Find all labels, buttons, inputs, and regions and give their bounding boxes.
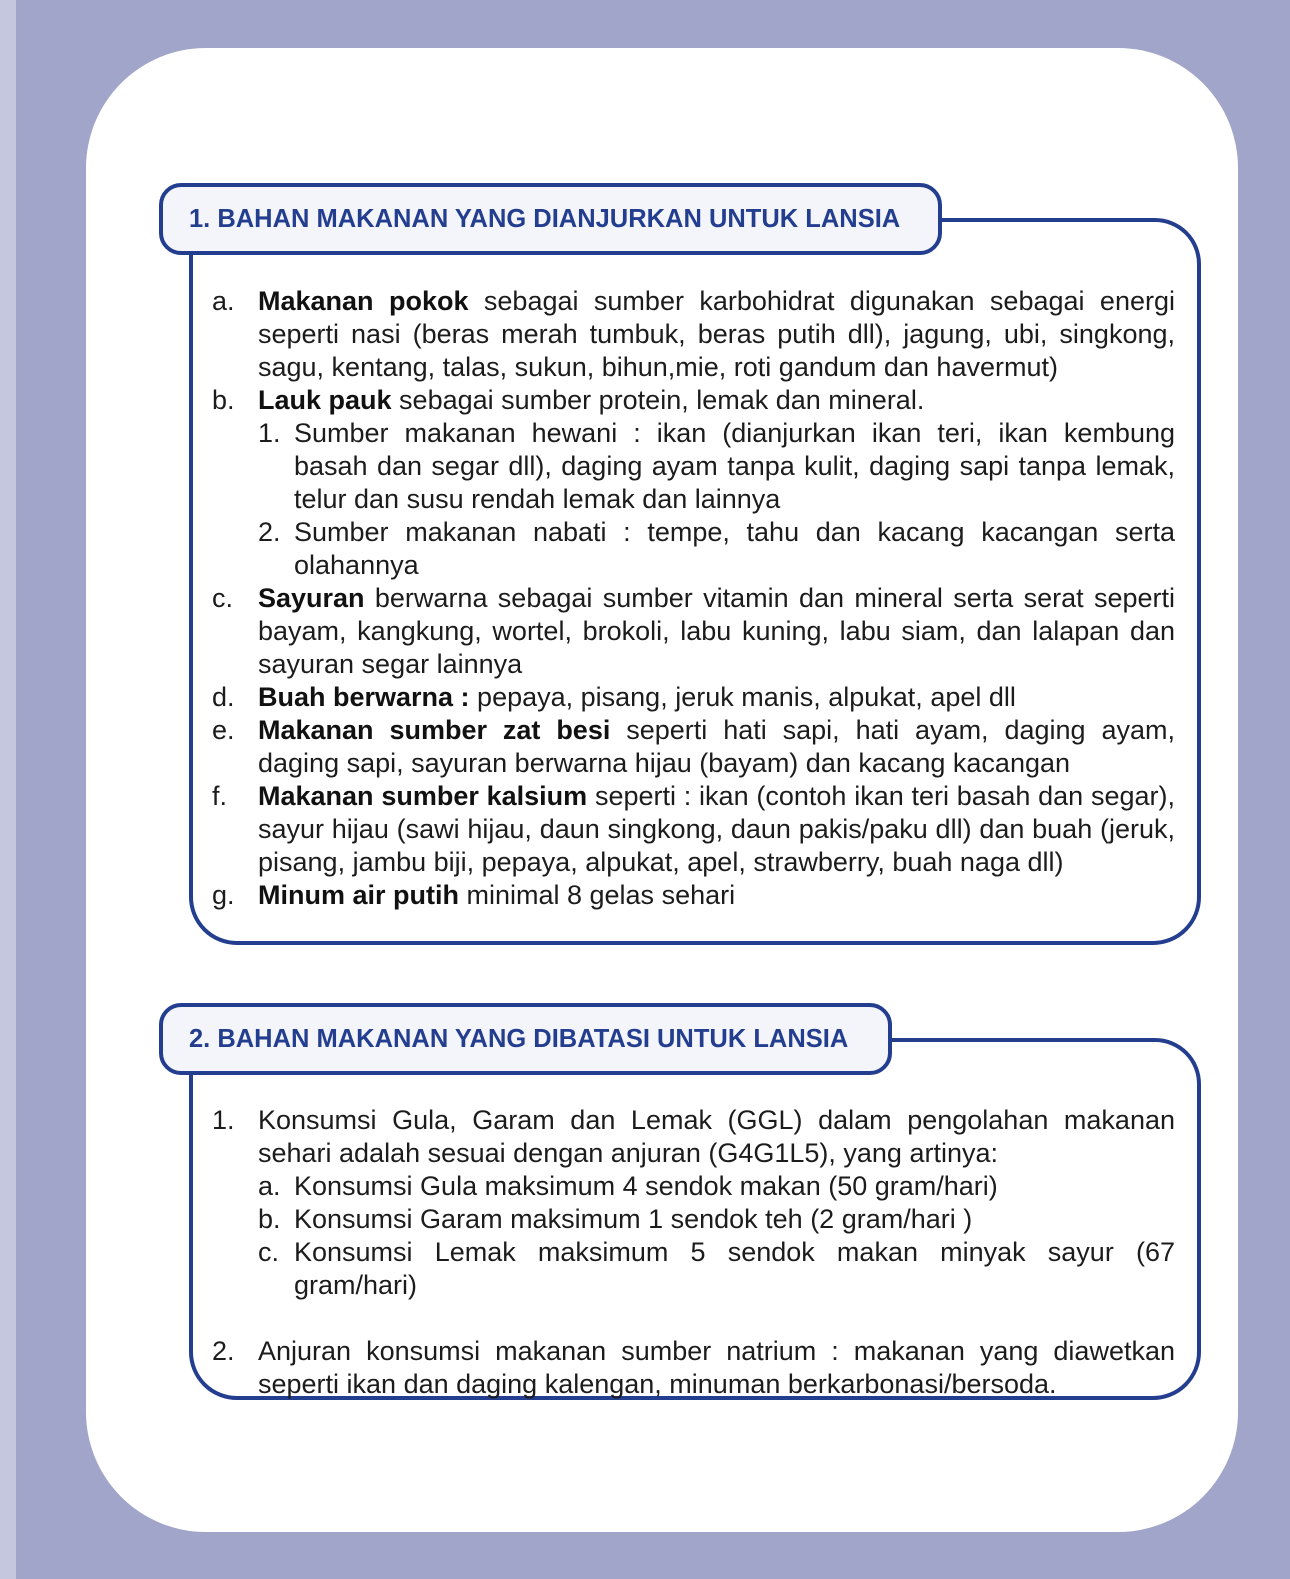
list-marker: d. [212, 682, 235, 712]
item-text: seperti : ikan (contoh ikan teri basah dan segar), sayur hijau (sawi hijau, daun singkong, daun pakis/paku dll) dan buah (jeruk, pisang, jambu biji, pepaya, alpukat, apel, strawberry, buah naga dll) [258, 781, 1175, 877]
list-item [212, 681, 1175, 714]
list-marker: f. [212, 781, 228, 811]
list-item [212, 384, 1175, 417]
item-keyword: Minum air putih [258, 880, 459, 910]
list-item [212, 780, 1175, 879]
item-keyword: Lauk pauk [258, 385, 392, 415]
sub-list-item [258, 516, 1175, 582]
list-item [212, 879, 1175, 912]
item-text: Sumber makanan hewani : ikan (dianjurkan ikan teri, ikan kembung basah dan segar dll), daging ayam tanpa kulit, daging sapi tanpa lemak, telur dan susu rendah lemak dan lainnya [294, 418, 1175, 514]
list-marker: c. [212, 583, 234, 613]
list-item [212, 1335, 1175, 1401]
item-keyword: Buah berwarna : [258, 682, 470, 712]
item-text: sebagai sumber protein, lemak dan mineral. [391, 385, 925, 415]
item-text: Konsumsi Gula, Garam dan Lemak (GGL) dalam pengolahan makanan sehari adalah sesuai dengan anjuran (G4G1L5), yang artinya: [258, 1105, 1175, 1168]
spacer [212, 1302, 1175, 1335]
item-text: minimal 8 gelas sehari [458, 880, 736, 910]
list-item [212, 714, 1175, 780]
list-item [212, 285, 1175, 384]
section2-title: 2. BAHAN MAKANAN YANG DIBATASI UNTUK LANSIA [159, 1003, 892, 1075]
list-marker: e. [212, 715, 235, 745]
item-text: Konsumsi Garam maksimum 1 sendok teh (2 gram/hari ) [294, 1204, 973, 1234]
list-marker: c. [258, 1237, 280, 1267]
section1-content [212, 285, 1175, 912]
section2-content [212, 1104, 1175, 1401]
list-item [212, 582, 1175, 681]
list-marker: 1. [258, 418, 281, 448]
list-marker: a. [212, 286, 235, 316]
list-marker: b. [212, 385, 235, 415]
section1-title: 1. BAHAN MAKANAN YANG DIANJURKAN UNTUK LANSIA [159, 183, 942, 255]
item-text: seperti hati sapi, hati ayam, daging ayam, daging sapi, sayuran berwarna hijau (bayam) dan kacang kacangan [258, 715, 1175, 778]
item-text: Konsumsi Lemak maksimum 5 sendok makan minyak sayur (67 gram/hari) [294, 1237, 1175, 1300]
item-keyword: Sayuran [258, 583, 365, 613]
list-marker: 1. [212, 1105, 235, 1135]
list-item [212, 1104, 1175, 1170]
item-keyword: Makanan sumber zat besi [258, 715, 611, 745]
item-text: Konsumsi Gula maksimum 4 sendok makan (50 gram/hari) [294, 1171, 998, 1201]
item-text: Anjuran konsumsi makanan sumber natrium : makanan yang diawetkan seperti ikan dan daging kalengan, minuman berkarbonasi/bersoda. [258, 1336, 1175, 1399]
sub-list-item [258, 1236, 1175, 1302]
item-text: sebagai sumber karbohidrat digunakan sebagai energi seperti nasi (beras merah tumbuk, beras putih dll), jagung, ubi, singkong, sagu, kentang, talas, sukun, bihun,mie, roti gandum dan havermut) [258, 286, 1175, 382]
left-edge-strip [0, 0, 16, 1579]
list-marker: g. [212, 880, 235, 910]
sub-list-item [258, 1203, 1175, 1236]
list-marker: a. [258, 1171, 281, 1201]
item-text: pepaya, pisang, jeruk manis, alpukat, apel dll [469, 682, 1016, 712]
list-marker: b. [258, 1204, 281, 1234]
item-keyword: Makanan pokok [258, 286, 469, 316]
sub-list-item [258, 1170, 1175, 1203]
sub-list-item [258, 417, 1175, 516]
item-text: Sumber makanan nabati : tempe, tahu dan kacang kacangan serta olahannya [294, 517, 1175, 580]
list-marker: 2. [258, 517, 281, 547]
item-text: berwarna sebagai sumber vitamin dan mineral serta serat seperti bayam, kangkung, wortel, brokoli, labu kuning, labu siam, dan lalapan dan sayuran segar lainnya [258, 583, 1175, 679]
item-keyword: Makanan sumber kalsium [258, 781, 588, 811]
list-marker: 2. [212, 1336, 235, 1366]
